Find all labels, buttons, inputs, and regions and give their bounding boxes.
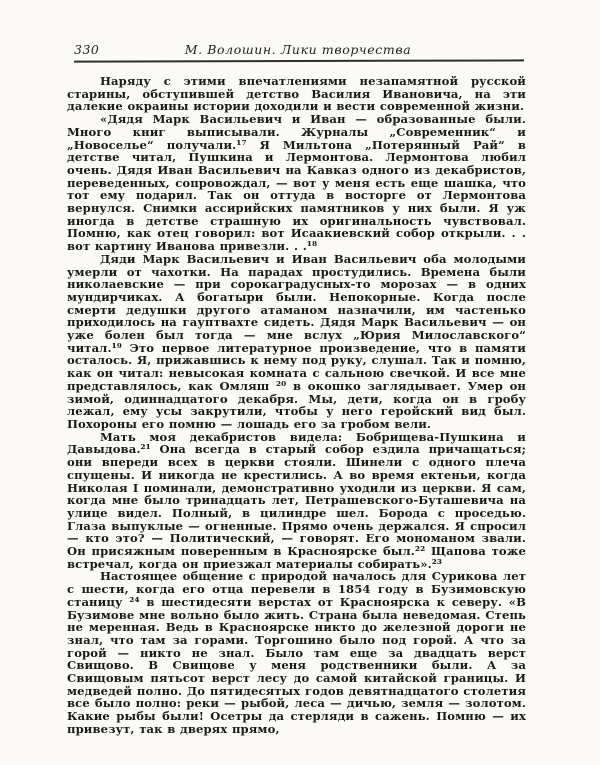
running-header: М. Волошин. Лики творчества — [184, 42, 412, 57]
paragraph: Настоящее общение с природой началось для Сурикова лет с шести, когда его отца перевели в 1854 году в Бузимовскую станицу ²⁴ в шестидесяти верстах от Красноярска к северу. «В Бузимове мне вольно было жить. Страна была неведомая. Степь не меренная. Ведь в Красноярске никто до железной дороги не знал, что там за горами. Торгошино было под горой. А что за горой — никто не знал. Было там еще за двадцать верст Свищово. В Свищове у меня родственники были. А за Свищовым пятьсот верст лесу до самой китайской границы. И медведей полно. До пятидесятых годов девятнадцатого столетия все было полно: реки — рыбой, леса — дичью, земля — золотом. Какие рыбы были! Осетры да стерляди в сажень. Помню — их привезут, так в дверях прямо, — [67, 569, 526, 736]
text-block — [67, 75, 526, 736]
header-rule — [74, 59, 524, 62]
paragraph: Дяди Марк Васильевич и Иван Васильевич оба молодыми умерли от чахотки. На парадах простудились. Времена были николаевские — при сорокаградусных-то морозах — в одних мундирчиках. А богатыри были. Непокорные. Когда после смерти дедушки другого атаманом назначили, им частенько приходилось на гауптвахте сидеть. Дядя Марк Васильевич — он уже болен был тогда — мне вслух „Юрия Милославского“ читал.¹⁹ Это первое литературное произведение, что в памяти осталось. Я, прижавшись к нему под руку, слушал. Так и помню, как он читал: невысокая комната с сальною свечкой. И все мне представлялось, как Омляш ²⁰ в окошко заглядывает. Умер он зимой, одиннадцатого декабря. Мы, дети, когда он в гробу лежал, ему усы закрутили, чтобы у него геройский вид был. Похороны его помню — лошадь его за гробом вели. — [67, 251, 526, 431]
page-number: 330 — [74, 42, 100, 57]
paragraph: «Дядя Марк Васильевич и Иван — образованные были. Много книг выписывали. Журналы „Современник“ и „Новоселье“ получали.¹⁷ Я Мильтона „Потерянный Рай“ в детстве читал, Пушкина и Лермонтова. Лермонтова любил очень. Дядя Иван Васильевич на Кавказ одного из декабристов, переведенных, сопровождал, — вот у меня есть еще шашка, что тот ему подарил. Так он оттуда в восторге от Лермонтова вернулся. Снимки ассирийских памятников у них были. Я уж иногда в детстве страшную их оригинальность чувствовал. Помню, как отец говорил: вот Исаакиевский собор открыли. . . вот картину Иванова привезли. . .¹⁸ — [67, 112, 526, 254]
paragraph: Наряду с этими впечатлениями незапамятной русской старины, обступившей детство Василия Ивановича, на эти далекие окраины истории доходили и вести современной жизни. — [67, 74, 526, 114]
page-header — [70, 42, 526, 58]
paragraph: Мать моя декабристов видела: Бобрищева-Пушкина и Давыдова.²¹ Она всегда в старый собор ездила причащаться; они впереди всех в церкви стояли. Шинели с одного плеча спущены. И никогда не крестились. А во время ектеньи, когда Николая I поминали, демонстративно уходили из церкви. Я сам, когда мне было тринадцать лет, Петрашевского-Буташевича на улице видел. Полный, в цилиндре шел. Борода с проседью. Глаза выпуклые — огненные. Прямо очень держался. Я спросил — кто это? — Политический, — говорят. Его мономаном звали. Он присяжным поверенным в Красноярске был.²² Щапова тоже встречал, когда он приезжал материалы собирать».²³ — [67, 429, 526, 571]
